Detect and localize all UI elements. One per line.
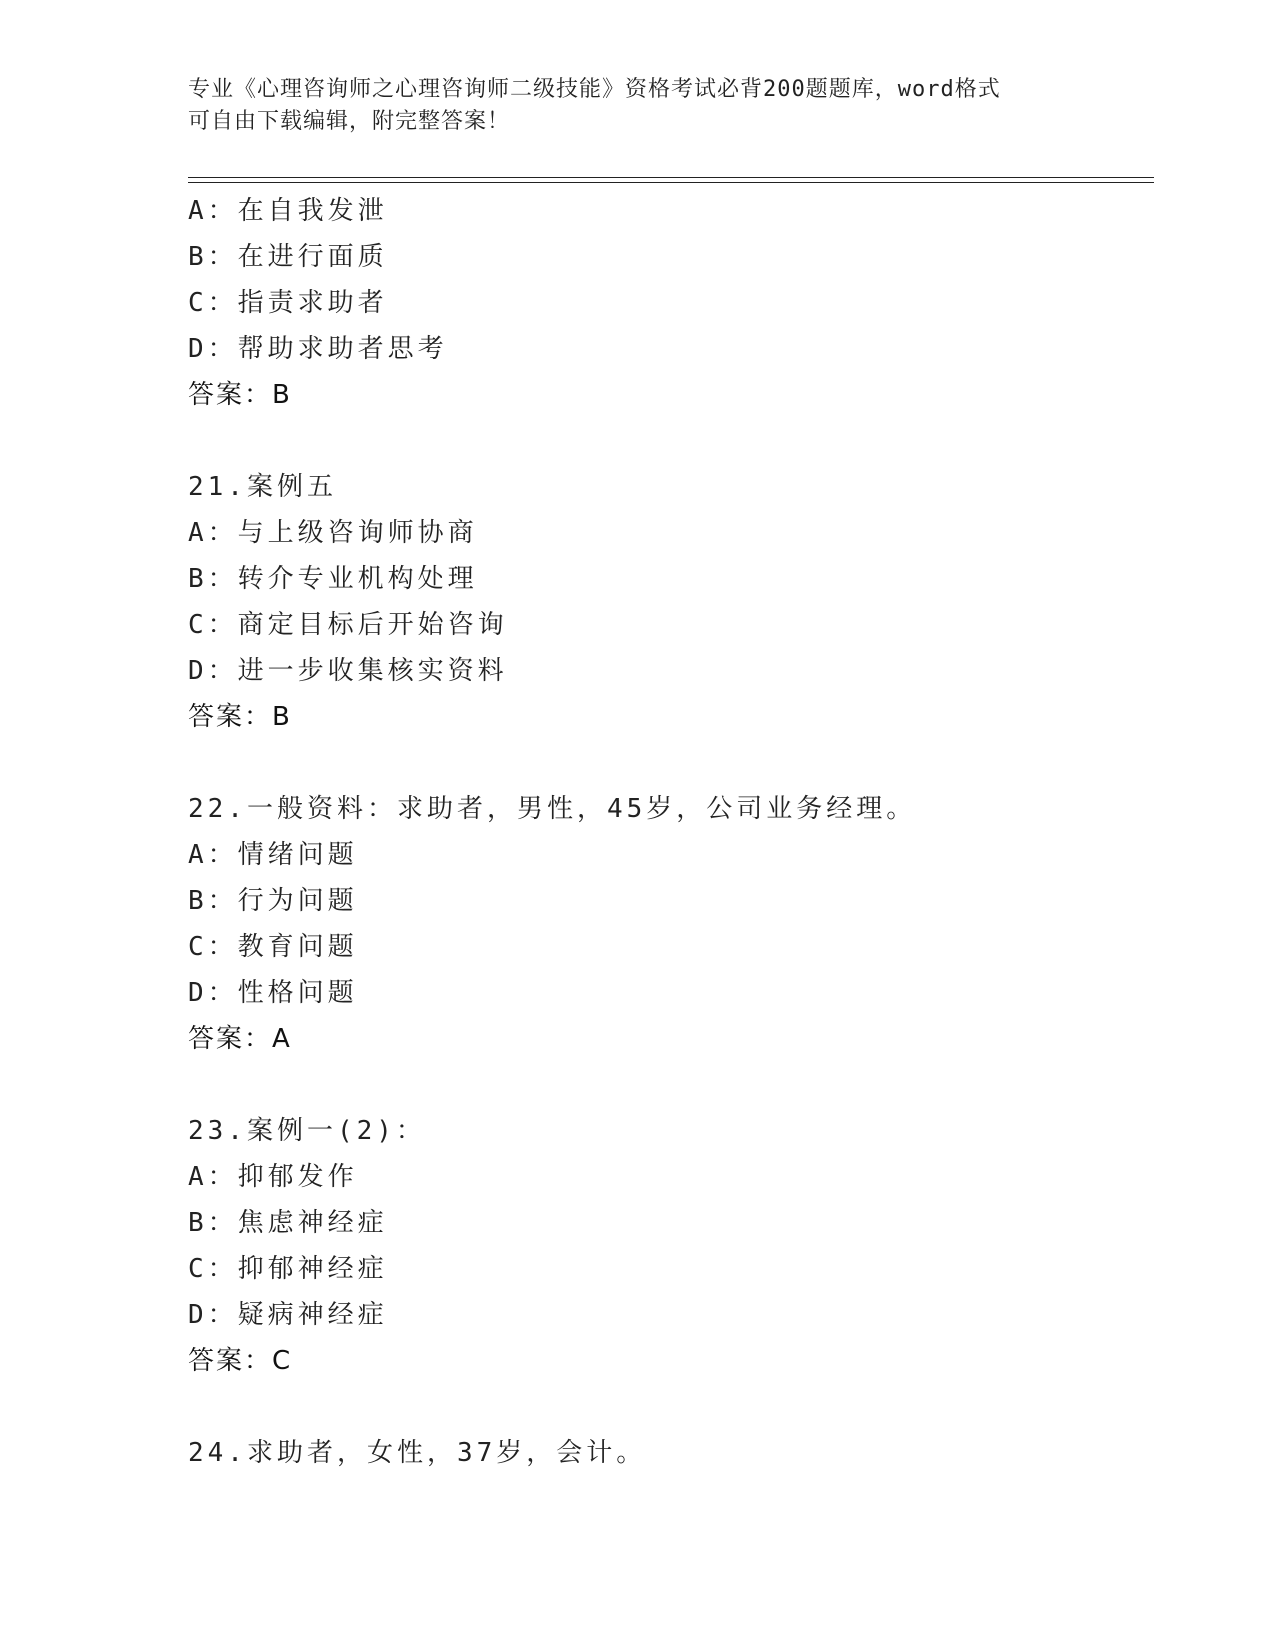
answer-line: 答案：B <box>188 702 292 732</box>
answer-line: 答案：C <box>188 1346 293 1376</box>
question-text: 22.一般资料：求助者，男性，45岁，公司业务经理。 <box>188 794 917 824</box>
spacer <box>188 740 1148 786</box>
option-b: B：焦虑神经症 <box>188 1208 388 1238</box>
option-c: C：教育问题 <box>188 932 358 962</box>
option-b: B：在进行面质 <box>188 242 388 272</box>
option-d: D：疑病神经症 <box>188 1300 388 1330</box>
option-c: C：抑郁神经症 <box>188 1254 388 1284</box>
question-block-23 <box>188 1108 1148 1384</box>
option-a: A：与上级咨询师协商 <box>188 518 478 548</box>
question-text: 21.案例五 <box>188 472 337 502</box>
option-d: D：性格问题 <box>188 978 358 1008</box>
spacer <box>188 1062 1148 1108</box>
option-a: A：在自我发泄 <box>188 196 388 226</box>
option-d: D：帮助求助者思考 <box>188 334 448 364</box>
header-title-line: 专业《心理咨询师之心理咨询师二级技能》资格考试必背200题题库，word格式 <box>188 77 1001 102</box>
spacer <box>188 418 1148 464</box>
question-block-24 <box>188 1430 1148 1476</box>
question-block-21 <box>188 464 1148 740</box>
option-d: D：进一步收集核实资料 <box>188 656 508 686</box>
question-text: 24.求助者，女性，37岁，会计。 <box>188 1438 647 1468</box>
option-a: A：情绪问题 <box>188 840 358 870</box>
question-block-20 <box>188 188 1148 418</box>
option-b: B：转介专业机构处理 <box>188 564 478 594</box>
question-list <box>188 188 1148 1476</box>
answer-line: 答案：B <box>188 380 292 410</box>
option-c: C：指责求助者 <box>188 288 388 318</box>
answer-line: 答案：A <box>188 1024 292 1054</box>
question-text: 23.案例一(2)： <box>188 1116 426 1146</box>
document-header <box>188 74 1088 138</box>
option-a: A：抑郁发作 <box>188 1162 358 1192</box>
header-divider-bottom <box>188 182 1154 183</box>
question-block-22 <box>188 786 1148 1062</box>
spacer <box>188 1384 1148 1430</box>
option-b: B：行为问题 <box>188 886 358 916</box>
header-divider-top <box>188 177 1154 178</box>
option-c: C：商定目标后开始咨询 <box>188 610 508 640</box>
header-subtitle-line: 可自由下载编辑，附完整答案！ <box>188 109 511 134</box>
